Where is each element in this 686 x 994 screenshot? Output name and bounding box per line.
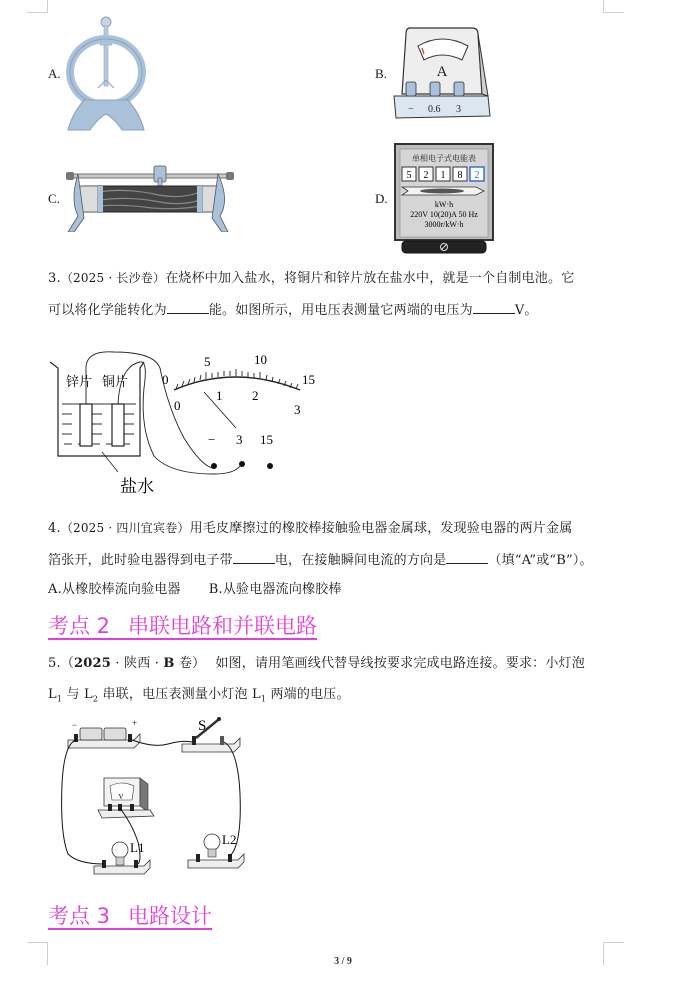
ammeter-letter: A	[436, 64, 448, 80]
option-b-label: B.	[375, 66, 387, 81]
q3-line2: 可以将化学能转化为 能。如图所示，用电压表测量它两端的电压为 V。	[48, 303, 538, 318]
terminal-15-dot	[267, 463, 273, 469]
voltaic-cell-figure	[44, 348, 334, 500]
svg-text:2: 2	[423, 170, 429, 181]
sliding-rheostat-icon	[64, 160, 236, 232]
meter-digits	[402, 167, 484, 181]
meter-unit: kW·h	[434, 200, 454, 209]
section-2-prefix: 考点 2	[48, 614, 111, 638]
svg-text:1: 1	[216, 388, 223, 403]
electric-meter-icon	[394, 143, 494, 255]
lamp-1-label: L1	[130, 840, 145, 855]
option-a-label: A.	[48, 66, 61, 81]
option-c-label: C.	[48, 191, 60, 206]
copper-label: 铜片	[102, 374, 129, 389]
zinc-label: 锌片	[66, 374, 93, 389]
svg-text:3: 3	[236, 432, 243, 447]
svg-text:10: 10	[254, 352, 267, 367]
section-3-prefix: 考点 3	[48, 904, 111, 928]
terminal-minus-dot	[211, 463, 217, 469]
section-3-title: 电路设计	[128, 904, 213, 928]
circuit-figure	[58, 714, 258, 884]
meter-constant: 3000r/kW·h	[424, 220, 464, 229]
svg-text:1: 1	[440, 170, 446, 181]
svg-text:−: −	[208, 432, 216, 447]
svg-text:2: 2	[252, 388, 259, 403]
q4-number: 4.	[48, 521, 61, 536]
switch-label: S	[198, 718, 207, 734]
svg-text:3: 3	[294, 402, 301, 417]
svg-text:5: 5	[204, 354, 211, 369]
page-number: 3 / 9	[334, 956, 352, 967]
ammeter-icon	[392, 24, 494, 124]
voltmeter-ticks	[176, 369, 298, 389]
svg-text:8: 8	[457, 170, 463, 181]
meter-title: 单相电子式电能表	[412, 154, 476, 163]
section-2-title: 串联电路和并联电路	[128, 614, 318, 638]
q4-blank-2[interactable]	[446, 551, 488, 564]
section-heading-2[interactable]	[48, 614, 317, 640]
q4-line1: 4.（2025 · 四川宜宾卷）用毛皮摩擦过的橡胶棒接触验电器金属球，发现验电器的两片金属	[48, 521, 573, 536]
electroscope-icon	[62, 14, 152, 134]
terminal-0-6: 0.6	[428, 104, 441, 115]
lamp-2-label: L2	[222, 832, 237, 847]
q5-line1: 5.（2025 · 陕西 · B 卷） 如图，请用笔画线代替导线按要求完成电路连接。要求：小灯泡	[48, 656, 585, 671]
page-corner-top-right	[603, 0, 624, 13]
svg-text:0: 0	[162, 372, 169, 387]
q5-number: 5.	[48, 656, 61, 671]
svg-text:+: +	[132, 718, 138, 728]
q4-option-a: A.从橡胶棒流向验电器	[48, 582, 181, 597]
svg-text:0: 0	[174, 398, 181, 413]
q3-number: 3.	[48, 271, 61, 286]
terminal-minus: −	[408, 104, 414, 115]
q4-blank-1[interactable]	[233, 551, 275, 564]
svg-text:15: 15	[302, 372, 315, 387]
q3-line1: 3.（2025 · 长沙卷）在烧杯中加入盐水，将铜片和锌片放在盐水中，就是一个自制电池。它	[48, 271, 575, 286]
terminal-3-dot	[239, 461, 245, 467]
q3-source: （2025 · 长沙卷）	[60, 271, 166, 285]
saltwater-label: 盐水	[120, 477, 154, 496]
q4-options	[48, 582, 342, 598]
q3-blank-1[interactable]	[167, 301, 209, 314]
terminal-3: 3	[456, 104, 461, 115]
q5-line2: $L_1$ 与 $L_2$ 串联，电压表测量小灯泡 $L_1$ 两端的电压。	[48, 687, 350, 704]
q3-blank-2[interactable]	[473, 301, 515, 314]
section-heading-3[interactable]	[48, 904, 212, 930]
q4-line2: 箔张开，此时验电器得到电子带 电，在接触瞬间电流的方向是 （填“A”或“B”）。	[48, 553, 593, 568]
svg-text:5: 5	[406, 170, 412, 181]
option-d-label: D.	[375, 191, 388, 206]
svg-text:15: 15	[260, 432, 273, 447]
svg-text:−: −	[72, 720, 78, 730]
page-corner-top-left	[27, 0, 48, 13]
q4-source: （2025 · 四川宜宾卷）	[60, 521, 190, 535]
q4-option-b: B.从验电器流向橡胶棒	[208, 582, 342, 597]
svg-text:V: V	[118, 793, 124, 801]
svg-text:2: 2	[474, 170, 480, 181]
meter-rating: 220V 10(20)A 50 Hz	[410, 210, 478, 219]
